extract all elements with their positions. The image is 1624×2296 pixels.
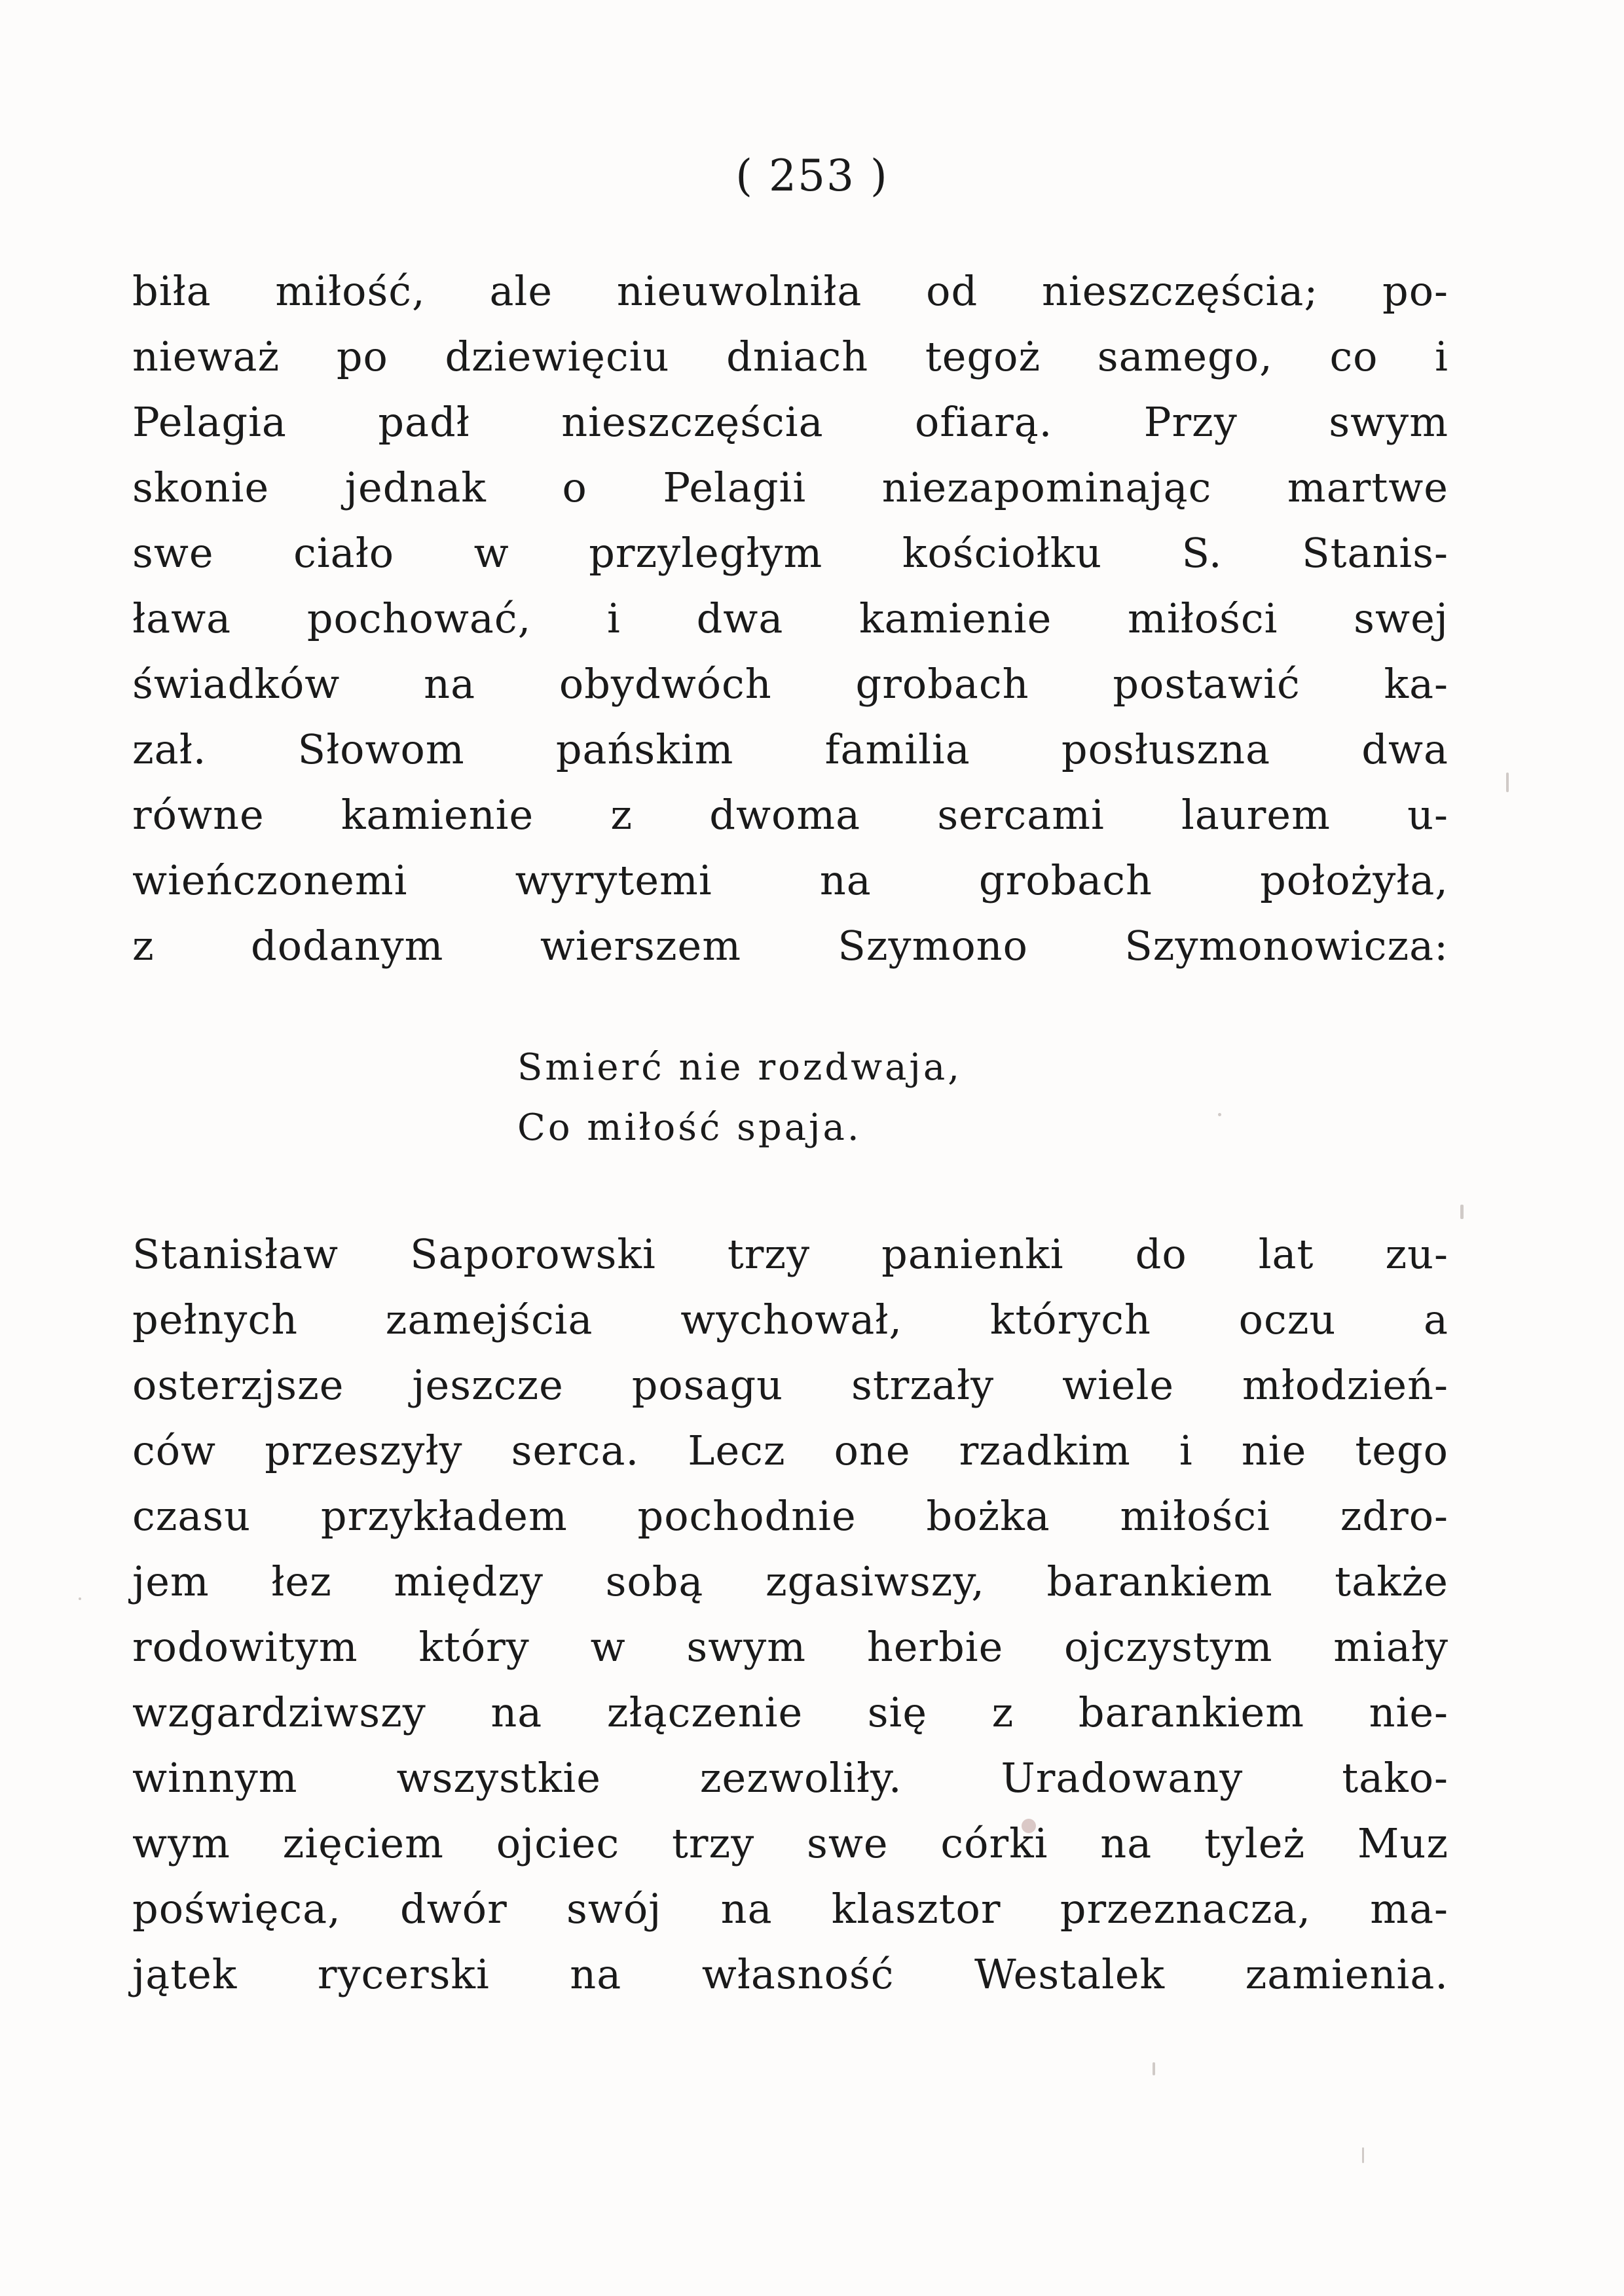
text-line: ława pochować, i dwa kamienie miłości swej: [132, 594, 1449, 642]
text-line: poświęca, dwór swój na klasztor przeznacza, ma-: [132, 1885, 1449, 1933]
text-line: świadków na obydwóch grobach postawić ka-: [132, 660, 1449, 708]
text-line: zał. Słowom pańskim familia posłuszna dwa: [132, 725, 1449, 773]
text-line: rodowitym który w swym herbie ojczystym miały: [132, 1623, 1449, 1671]
verse-line: Co miłość spaja.: [517, 1106, 862, 1149]
text-line: pełnych zamejścia wychował, których oczu a: [132, 1296, 1449, 1343]
paper-speck: [1460, 1205, 1464, 1219]
text-line: skonie jednak o Pelagii niezapominając martwe: [132, 464, 1449, 511]
text-line: z dodanym wierszem Szymono Szymonowicza:: [132, 922, 1449, 970]
text-line: czasu przykładem pochodnie bożka miłości zdro-: [132, 1492, 1449, 1540]
text-line: nieważ po dziewięciu dniach tegoż samego, co i: [132, 333, 1449, 380]
paper-speck: [1218, 1113, 1221, 1116]
verse-couplet: [517, 1038, 1172, 1158]
paper-speck: [1362, 2147, 1364, 2163]
text-line: równe kamienie z dwoma sercami laurem u-: [132, 791, 1449, 839]
text-line: osterzjsze jeszcze posagu strzały wiele młodzień-: [132, 1361, 1449, 1409]
text-line: Stanisław Saporowski trzy panienki do lat zu-: [132, 1230, 1449, 1278]
text-line: ców przeszyły serca. Lecz one rzadkim i nie tego: [132, 1427, 1449, 1474]
paper-speck: [1153, 2062, 1155, 2075]
page-number: ( 253 ): [735, 151, 889, 201]
paper-speck: [1506, 773, 1509, 792]
paragraph-2: [132, 1222, 1449, 2007]
text-line: wzgardziwszy na złączenie się z barankiem nie-: [132, 1688, 1449, 1736]
text-line: biła miłość, ale nieuwolniła od nieszczęścia; po-: [132, 267, 1449, 315]
paper-speck: [79, 1597, 81, 1600]
text-line: swe ciało w przyległym kościołku S. Stanis-: [132, 529, 1449, 577]
text-line: jątek rycerski na własność Westalek zamienia.: [132, 1950, 1449, 1998]
verse-line: Smierć nie rozdwaja,: [517, 1046, 963, 1089]
text-line: Pelagia padł nieszczęścia ofiarą. Przy swym: [132, 398, 1449, 446]
text-line: winnym wszystkie zezwoliły. Uradowany tako-: [132, 1754, 1449, 1802]
paragraph-1: [132, 259, 1449, 979]
paper-speck: [1022, 1819, 1036, 1833]
text-line: wym zięciem ojciec trzy swe córki na tyleż Muz: [132, 1819, 1449, 1867]
text-line: jem łez między sobą zgasiwszy, barankiem także: [132, 1558, 1449, 1605]
text-line: wieńczonemi wyrytemi na grobach położyła,: [132, 856, 1449, 904]
